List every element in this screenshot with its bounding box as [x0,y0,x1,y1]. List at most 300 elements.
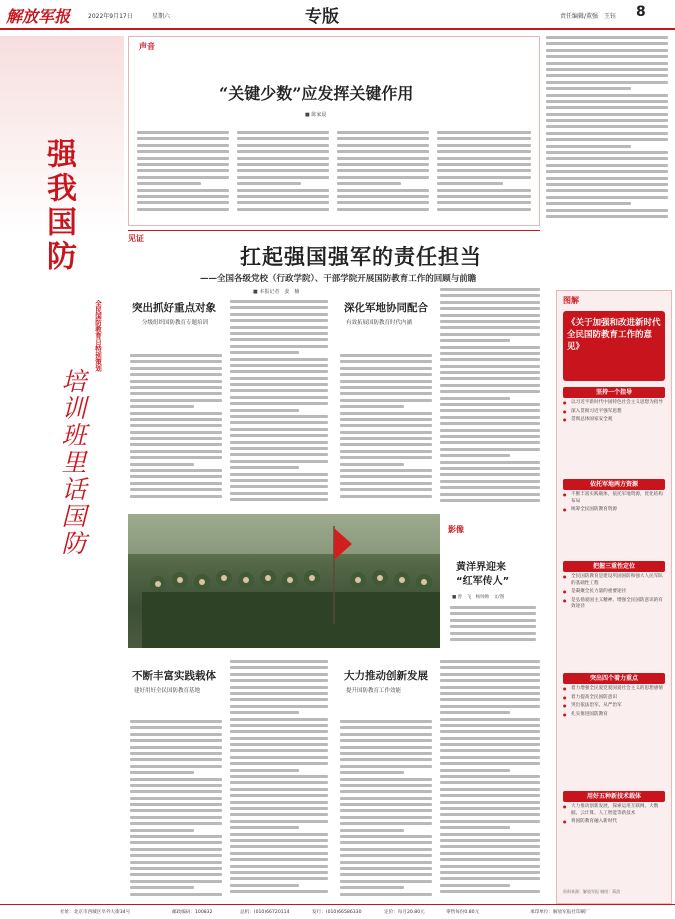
article-1-col-1 [130,354,222,502]
text-line [130,495,222,498]
article-4-title: 大力推动创新发展 [344,670,428,682]
text-line [237,137,329,140]
text-line [230,775,328,778]
text-line [340,797,432,800]
text-line [230,730,328,733]
sb-3-item-1: ● 全民国防教育是建设巩固国防和强大人民军队的基础性工程 [563,574,665,587]
sb-4-item-1: ● 着力增强全民爱党爱国爱社会主义的思想感情 [563,686,665,693]
sb-section-5-title: 用好五种新技术载体 [563,791,665,802]
text-line [340,733,432,736]
text-line [440,769,510,772]
text-line [440,781,540,784]
text-line [546,145,631,148]
text-line [230,473,328,476]
text-line [130,835,222,838]
text-line [230,871,328,874]
sb-3-item-3: ● 是弘扬爱国主义精神、增强全民国防意识的有效途径 [563,598,665,611]
text-line [130,373,222,376]
text-line [340,354,432,357]
text-line [546,202,631,205]
text-line [340,482,432,485]
text-line [130,809,222,812]
text-line [440,320,540,323]
masthead-bar [0,0,675,30]
article-1-subtitle: 分级组织国防教育专题培训 [142,320,209,326]
text-line [130,720,222,723]
text-line [230,485,328,488]
article-3-col-1 [130,720,222,900]
text-line [230,492,328,495]
text-line [437,182,503,185]
text-line [340,720,432,723]
text-line [337,169,429,172]
sb-section-2 [563,479,665,514]
text-line [237,131,329,134]
text-line [440,833,540,836]
text-line [130,784,222,787]
text-line [130,399,222,402]
text-line [137,163,229,166]
text-line [440,288,540,291]
sb-section-4 [563,673,665,718]
text-line [230,845,328,848]
text-line [437,144,531,147]
text-line [130,418,222,421]
article-3-subtitle: 建好用好全民国防教育基地 [134,688,201,694]
text-line [130,392,222,395]
text-line [340,367,432,370]
text-line [230,820,328,823]
text-line [230,306,328,309]
text-line [337,157,429,160]
text-line [230,434,328,437]
text-line [137,169,229,172]
text-line [440,307,540,310]
text-line [230,402,328,405]
photo-scene [128,514,440,648]
text-line [130,733,222,736]
sb-5-item-1: ● 大力推动创新发展，探索运用互联网、大数据、云计算、人工智能等新技术 [563,804,665,817]
text-line [230,724,328,727]
text-line [130,790,222,793]
editors: 责任编辑/董强 王钰 [560,13,617,20]
text-line [137,208,229,211]
text-line [130,469,222,472]
text-line [230,743,328,746]
text-line [440,871,540,874]
text-line [546,157,668,160]
text-line [440,429,540,432]
text-line [340,443,432,446]
text-line [340,437,432,440]
text-line [440,326,540,329]
text-line [340,450,432,453]
text-line [440,441,540,444]
article-1-col-2 [230,300,328,508]
text-line [230,877,328,880]
text-line [440,294,540,297]
text-line [340,431,432,434]
article-3-col-2 [230,660,328,900]
text-line [546,94,668,97]
text-line [337,131,429,134]
text-line [340,841,432,844]
image-box [446,514,540,648]
text-line [340,399,432,402]
text-line [230,788,328,791]
text-line [230,718,328,721]
text-line [230,358,328,361]
footer-phone-2: 发行：(010)66586330 [312,910,362,915]
text-line [340,412,432,415]
text-line [437,157,531,160]
image-byline: ■ 曾 飞 杨帅帅 文/图 [452,595,505,600]
text-line [130,746,222,749]
side-calligraphy: 培训班里话国防 [58,368,87,557]
sb-section-5 [563,791,665,826]
article-4-col-1 [340,720,432,900]
text-line [340,495,432,498]
text-line [440,486,540,489]
text-line [130,380,222,383]
text-line [440,390,540,393]
footer-print: 承印单位：解放军报社印刷厂 [530,910,590,915]
text-line [340,867,432,870]
text-line [130,829,194,832]
text-line [337,201,429,204]
text-line [450,638,536,641]
text-line [546,183,668,186]
text-line [440,698,540,701]
text-line [440,352,540,355]
text-line [230,749,328,752]
text-line [230,479,328,482]
text-line [130,854,222,857]
sb-section-1-title: 坚持一个指导 [563,387,665,398]
text-line [130,386,222,389]
image-title-2: “红军传人” [456,576,510,587]
text-line [237,208,329,211]
text-line [440,314,540,317]
text-line [230,839,328,842]
text-line [440,858,540,861]
sb-4-item-4: ● 扎实推进国防教育 [563,712,665,719]
side-main-title: 强我国防 [41,138,76,274]
text-line [546,132,668,135]
text-line [440,737,540,740]
text-line [130,778,222,781]
sb-section-1 [563,387,665,424]
text-line [230,794,328,797]
text-line [440,775,540,778]
text-line [440,852,540,855]
text-line [440,813,540,816]
text-line [437,131,531,134]
text-line [137,144,229,147]
text-line [546,106,668,109]
text-line [137,157,229,160]
text-line [340,893,432,896]
text-line [130,886,194,889]
text-line [340,835,432,838]
footer-postcode: 邮政编码：100832 [172,910,213,915]
page-number: 8 [636,4,646,20]
text-line [340,861,432,864]
text-line [440,807,540,810]
text-line [130,771,194,774]
text-line [340,803,432,806]
text-line [230,428,328,431]
text-line [130,412,222,415]
text-line [130,450,222,453]
article-2-title: 深化军地协同配合 [344,302,428,314]
text-line [440,473,540,476]
text-line [340,778,432,781]
voice-col-3 [337,131,429,219]
text-line [340,765,432,768]
text-line [340,739,432,742]
text-line [230,351,299,354]
text-line [450,619,536,622]
sb-4-item-2: ● 着力提高全民国防意识 [563,695,665,702]
text-line [450,632,536,635]
text-line [340,784,432,787]
voice-col-2 [237,131,329,219]
text-line [137,195,229,198]
text-line [237,144,329,147]
text-line [130,424,222,427]
text-line [440,435,540,438]
text-line [130,803,222,806]
text-line [440,788,540,791]
text-line [440,346,540,349]
text-line [137,189,229,192]
voice-byline: ■ 陈家晨 [305,112,327,118]
sb-4-item-3: ● 突出依法治军、从严治军 [563,703,665,710]
voice-col-1 [137,131,229,219]
text-line [230,890,328,893]
text-line [237,163,329,166]
text-line [546,196,668,199]
text-line [230,389,328,392]
text-line [546,49,668,52]
text-line [440,730,540,733]
text-line [440,679,540,682]
text-line [340,886,404,889]
text-line [340,758,432,761]
text-line [440,865,540,868]
text-line [340,854,432,857]
text-line [546,125,668,128]
article-4-col-2 [440,660,540,900]
text-line [230,396,328,399]
text-line [440,339,510,342]
text-line [340,424,432,427]
text-line [440,801,540,804]
text-line [230,660,328,663]
text-line [340,880,432,883]
text-line [230,364,328,367]
infographic-panel [556,290,672,904]
text-line [440,403,540,406]
text-line [437,169,531,172]
side-subtitle: 全民国防教育日特别策划 [94,300,102,372]
text-line [440,371,540,374]
sb-1-item-2: ● 深入贯彻习近平强军思想 [563,409,665,416]
text-line [337,176,429,179]
text-line [440,422,540,425]
voice-col-4 [437,131,531,219]
feature-headline: 扛起强国强军的责任担当 [240,245,482,269]
infographic-credit: 资料来源：解放军报 制图：蒋滨 [563,889,621,894]
text-line [340,418,432,421]
text-line [340,488,432,491]
text-line [130,405,194,408]
sb-1-item-3: ● 贯彻总体国家安全观 [563,417,665,424]
text-line [437,189,531,192]
text-line [440,877,540,880]
footer-address: 社址：北京市西城区阜外大街34号 [60,910,131,915]
text-line [546,177,668,180]
text-line [337,195,429,198]
text-line [130,456,222,459]
text-line [440,724,540,727]
text-line [230,826,299,829]
voice-headline: “关键少数”应发挥关键作用 [219,84,414,103]
text-line [440,499,540,502]
text-line [340,405,404,408]
text-line [440,756,540,759]
text-line [337,163,429,166]
footer-phone-1: 总机：(010)66720114 [240,910,290,915]
article-3-title: 不断丰富实践载体 [132,670,216,682]
text-line [337,144,429,147]
text-line [546,74,668,77]
text-line [230,300,328,303]
text-line [130,758,222,761]
text-line [546,209,668,212]
text-line [546,87,631,90]
text-line [340,386,432,389]
text-line [137,150,229,153]
text-line [230,377,328,380]
text-line [137,176,229,179]
text-line [440,711,510,714]
text-line [230,756,328,759]
sb-section-3 [563,561,665,611]
text-line [130,367,222,370]
text-line [437,150,531,153]
text-line [440,826,510,829]
photo [128,514,440,648]
text-line [450,612,536,615]
text-line [237,201,329,204]
text-line [440,839,540,842]
text-line [340,726,432,729]
text-line [230,326,328,329]
text-line [440,820,540,823]
text-line [450,606,536,609]
text-line [437,208,531,211]
text-line [230,319,328,322]
text-line [230,338,328,341]
image-caption [450,606,536,646]
text-line [130,726,222,729]
text-line [230,686,328,689]
text-line [440,884,510,887]
text-line [337,150,429,153]
text-line [437,201,531,204]
text-line [546,189,668,192]
text-line [546,151,668,154]
text-line [130,482,222,485]
text-line [130,475,222,478]
text-line [230,781,328,784]
text-line [340,373,432,376]
image-tag: 影像 [448,525,464,534]
text-line [340,771,404,774]
text-line [137,137,229,140]
text-line [340,463,404,466]
text-line [440,673,540,676]
text-line [230,769,299,772]
text-line [130,867,222,870]
article-2-col-1 [340,354,432,504]
text-line [337,189,429,192]
text-line [130,841,222,844]
text-line [437,137,531,140]
text-line [440,692,540,695]
sb-2-item-1: ● 不断丰富实践载体，依托军地资源，优化结构布局 [563,492,665,505]
text-line [440,377,540,380]
article-1-title: 突出抓好重点对象 [132,302,216,314]
text-line [230,705,328,708]
text-line [130,431,222,434]
text-line [546,62,668,65]
text-line [230,679,328,682]
text-line [237,157,329,160]
text-line [130,893,222,896]
text-line [437,163,531,166]
text-line [340,809,432,812]
sb-section-3-title: 把握三重性定位 [563,561,665,572]
text-line [440,660,540,663]
text-line [130,765,222,768]
text-line [130,873,222,876]
text-line [230,698,328,701]
text-line [440,743,540,746]
article-2-subtitle: 有效拓展国防教育时代内涵 [346,320,413,326]
text-line [130,816,222,819]
text-line [230,737,328,740]
text-line [137,201,229,204]
text-line [437,195,531,198]
text-line [440,461,540,464]
text-line [546,68,668,71]
text-line [440,409,540,412]
text-line [130,488,222,491]
text-line [340,873,432,876]
text-line [440,762,540,765]
text-line [440,416,540,419]
text-line [440,845,540,848]
feature-subheadline: ——全国各级党校（行政学院）、干部学院开展国防教育工作的回顾与前瞻 [200,274,477,284]
section-name: 专版 [305,7,339,27]
text-line [337,208,429,211]
text-line [340,752,432,755]
text-line [340,822,432,825]
text-line [546,170,668,173]
